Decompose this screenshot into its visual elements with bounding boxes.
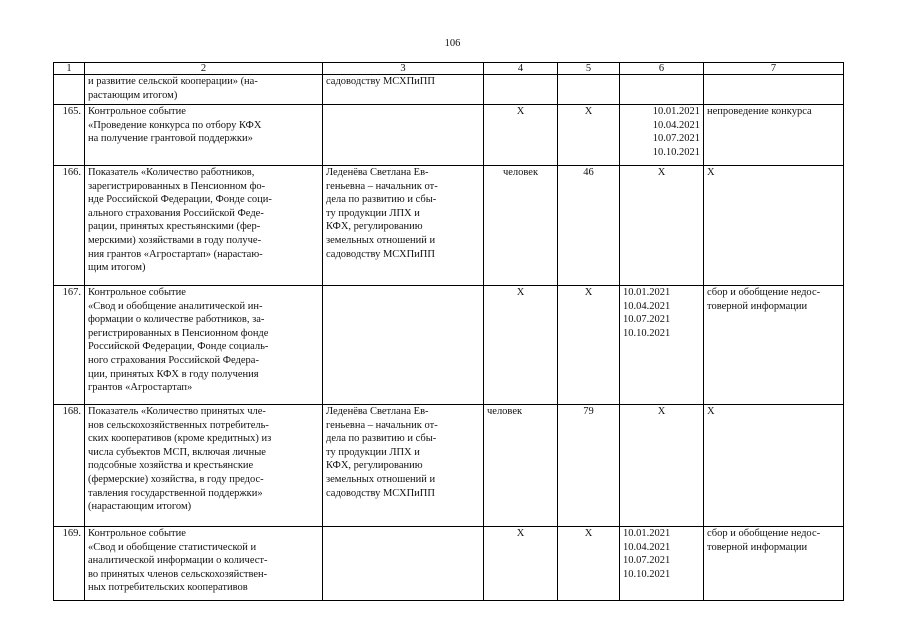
row-responsible: [323, 527, 484, 601]
table-row: [54, 405, 844, 527]
row-value: Х: [558, 286, 620, 405]
table-header-row: [54, 63, 844, 75]
row-value: [558, 75, 620, 105]
row-responsible: садоводству МСХПиПП: [323, 75, 484, 105]
row-note: непроведение конкурса: [704, 105, 844, 166]
row-unit: Х: [484, 105, 558, 166]
row-dates: Х: [620, 405, 704, 527]
row-name: Контрольное событие «Свод и обобщение статистической и аналитической информации о количест- во принятых членов сельскохозяйствен- ных потребительских кооперативов: [85, 527, 323, 601]
table-row: [54, 75, 844, 105]
row-dates: 10.01.2021 10.04.2021 10.07.2021 10.10.2021: [620, 105, 704, 166]
column-number-3: 3: [323, 63, 484, 75]
column-number-5: 5: [558, 63, 620, 75]
row-name: Контрольное событие «Проведение конкурса по отбору КФХ на получение грантовой поддержки»: [85, 105, 323, 166]
column-number-4: 4: [484, 63, 558, 75]
row-number: [54, 75, 85, 105]
row-note: Х: [704, 166, 844, 286]
row-unit: Х: [484, 286, 558, 405]
row-number: 166.: [54, 166, 85, 286]
row-value: Х: [558, 105, 620, 166]
table-row: [54, 527, 844, 601]
row-dates: 10.01.2021 10.04.2021 10.07.2021 10.10.2021: [620, 286, 704, 405]
row-unit: [484, 75, 558, 105]
row-unit: Х: [484, 527, 558, 601]
row-responsible: [323, 105, 484, 166]
row-note: [704, 75, 844, 105]
row-number: 165.: [54, 105, 85, 166]
table-row: [54, 166, 844, 286]
row-dates: 10.01.2021 10.04.2021 10.07.2021 10.10.2021: [620, 527, 704, 601]
row-responsible: [323, 286, 484, 405]
row-unit: человек: [484, 166, 558, 286]
row-value: 79: [558, 405, 620, 527]
table-row: [54, 105, 844, 166]
column-number-1: 1: [54, 63, 85, 75]
row-name: Показатель «Количество работников, зарегистрированных в Пенсионном фо- нде Российской Федерации, Фонде соци- ального страхования Российской Феде- рации, принятых крестьянскими (фер- мерскими) хозяйствами в году получе- ния грантов «Агростартап» (нарастаю- щим итогом): [85, 166, 323, 286]
row-name: Контрольное событие «Свод и обобщение аналитической ин- формации о количестве работников, за- регистрированных в Пенсионном фонде Российской Федерации, Фонде социаль- ного страхования Российской Федера- ции, принятых КФХ в году получения грантов «Агростартап»: [85, 286, 323, 405]
row-value: 46: [558, 166, 620, 286]
page-number: 106: [444, 38, 461, 49]
column-number-6: 6: [620, 63, 704, 75]
row-name: Показатель «Количество принятых чле- нов сельскохозяйственных потребитель- ских кооперативов (кроме кредитных) из числа субъектов МСП, включая личные подсобные хозяйства и крестьянские (фермерские) хозяйства, в году предос- тавления государственной поддержки» (нарастающим итогом): [85, 405, 323, 527]
row-dates: Х: [620, 166, 704, 286]
row-note: Х: [704, 405, 844, 527]
row-note: сбор и обобщение недос- товерной информации: [704, 527, 844, 601]
row-number: 169.: [54, 527, 85, 601]
row-dates: [620, 75, 704, 105]
row-number: 168.: [54, 405, 85, 527]
row-responsible: Леденёва Светлана Ев- геньевна – начальник от- дела по развитию и сбы- ту продукции ЛПХ и КФХ, регулированию земельных отношений и садоводству МСХПиПП: [323, 166, 484, 286]
plan-table: [53, 62, 844, 601]
row-name: и развитие сельской кооперации» (на- растающим итогом): [85, 75, 323, 105]
row-unit: человек: [484, 405, 558, 527]
row-note: сбор и обобщение недос- товерной информации: [704, 286, 844, 405]
row-number: 167.: [54, 286, 85, 405]
table-row: [54, 286, 844, 405]
row-value: Х: [558, 527, 620, 601]
column-number-2: 2: [85, 63, 323, 75]
row-responsible: Леденёва Светлана Ев- геньевна – начальник от- дела по развитию и сбы- ту продукции ЛПХ и КФХ, регулированию земельных отношений и садоводству МСХПиПП: [323, 405, 484, 527]
column-number-7: 7: [704, 63, 844, 75]
